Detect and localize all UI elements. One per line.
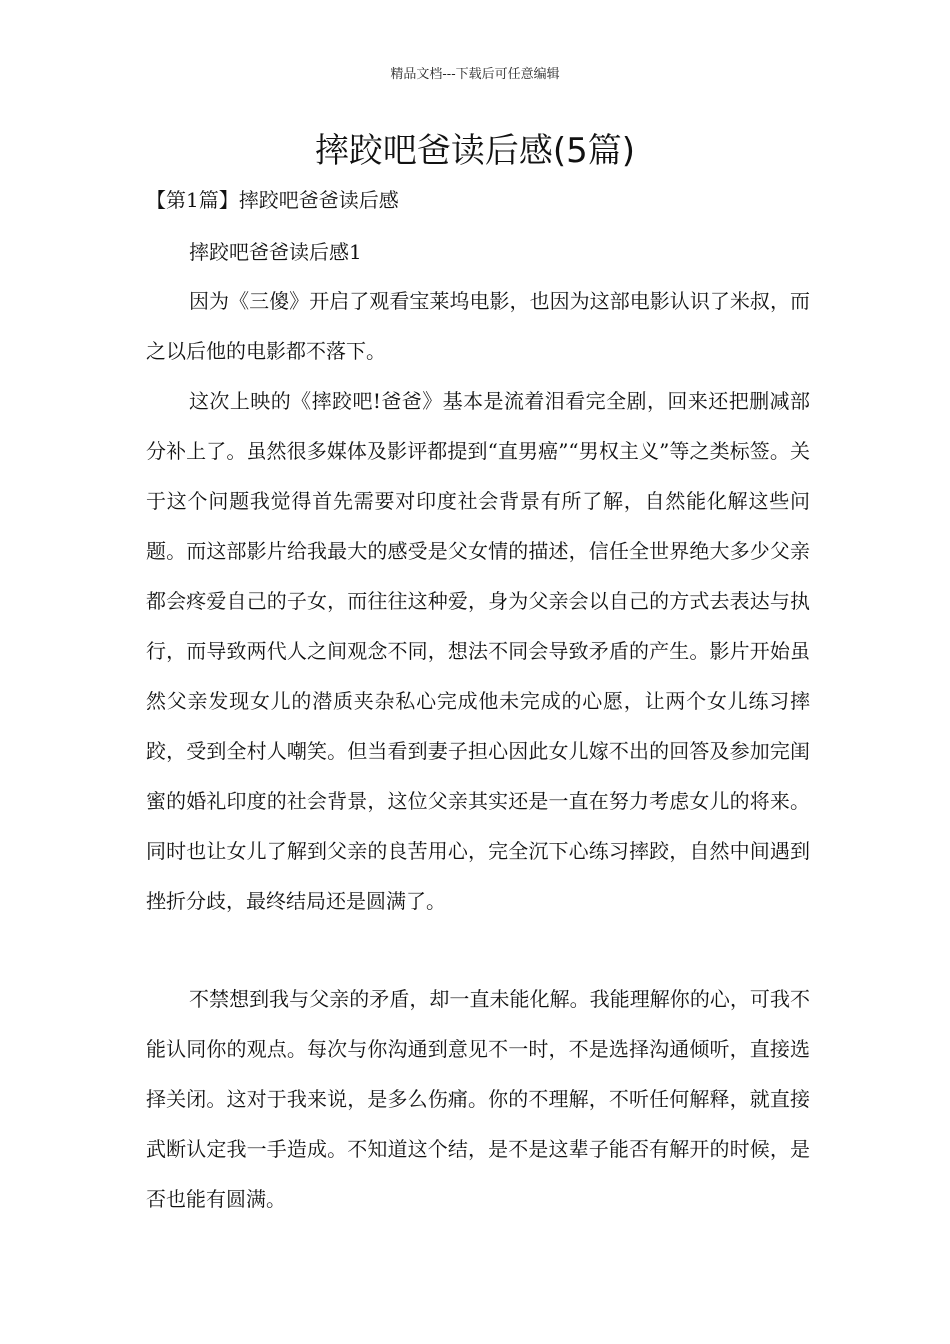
subheading: 摔跤吧爸爸读后感1: [189, 240, 362, 264]
document-title: 摔跤吧爸读后感(5篇): [314, 131, 636, 171]
section-heading: 【第1篇】摔跤吧爸爸读后感: [146, 188, 399, 212]
body-paragraph: 这次上映的《摔跤吧!爸爸》基本是流着泪看完全剧，回来还把删减部分补上了。虽然很多媒体及影评都提到“直男癌”“男权主义”等之类标签。关于这个问题我觉得首先需要对印度社会背景有所了解，自然能化解这些问题。而这部影片给我最大的感受是父女情的描述，信任全世界绝大多少父亲都会疼爱自己的子女，而往往这种爱，身为父亲会以自己的方式去表达与执行，而导致两代人之间观念不同，想法不同会导致矛盾的产生。影片开始虽然父亲发现女儿的潜质夹杂私心完成他未完成的心愿，让两个女儿练习摔跤，受到全村人嘲笑。但当看到妻子担心因此女儿嫁不出的回答及参加完闺蜜的婚礼印度的社会背景，这位父亲其实还是一直在努力考虑女儿的将来。同时也让女儿了解到父亲的良苦用心，完全沉下心练习摔跤，自然中间遇到挫折分歧，最终结局还是圆满了。: [146, 389, 810, 913]
body-paragraph: 不禁想到我与父亲的矛盾，却一直未能化解。我能理解你的心，可我不能认同你的观点。每次与你沟通到意见不一时，不是选择沟通倾听，直接选择关闭。这对于我来说，是多么伤痛。你的不理解，不听任何解释，就直接武断认定我一手造成。不知道这个结，是不是这辈子能否有解开的时候，是否也能有圆满。: [146, 987, 810, 1211]
header-note: 精品文档---下载后可任意编辑: [390, 67, 560, 82]
body-paragraph: 因为《三傻》开启了观看宝莱坞电影，也因为这部电影认识了米叔，而之以后他的电影都不落下。: [146, 289, 810, 363]
